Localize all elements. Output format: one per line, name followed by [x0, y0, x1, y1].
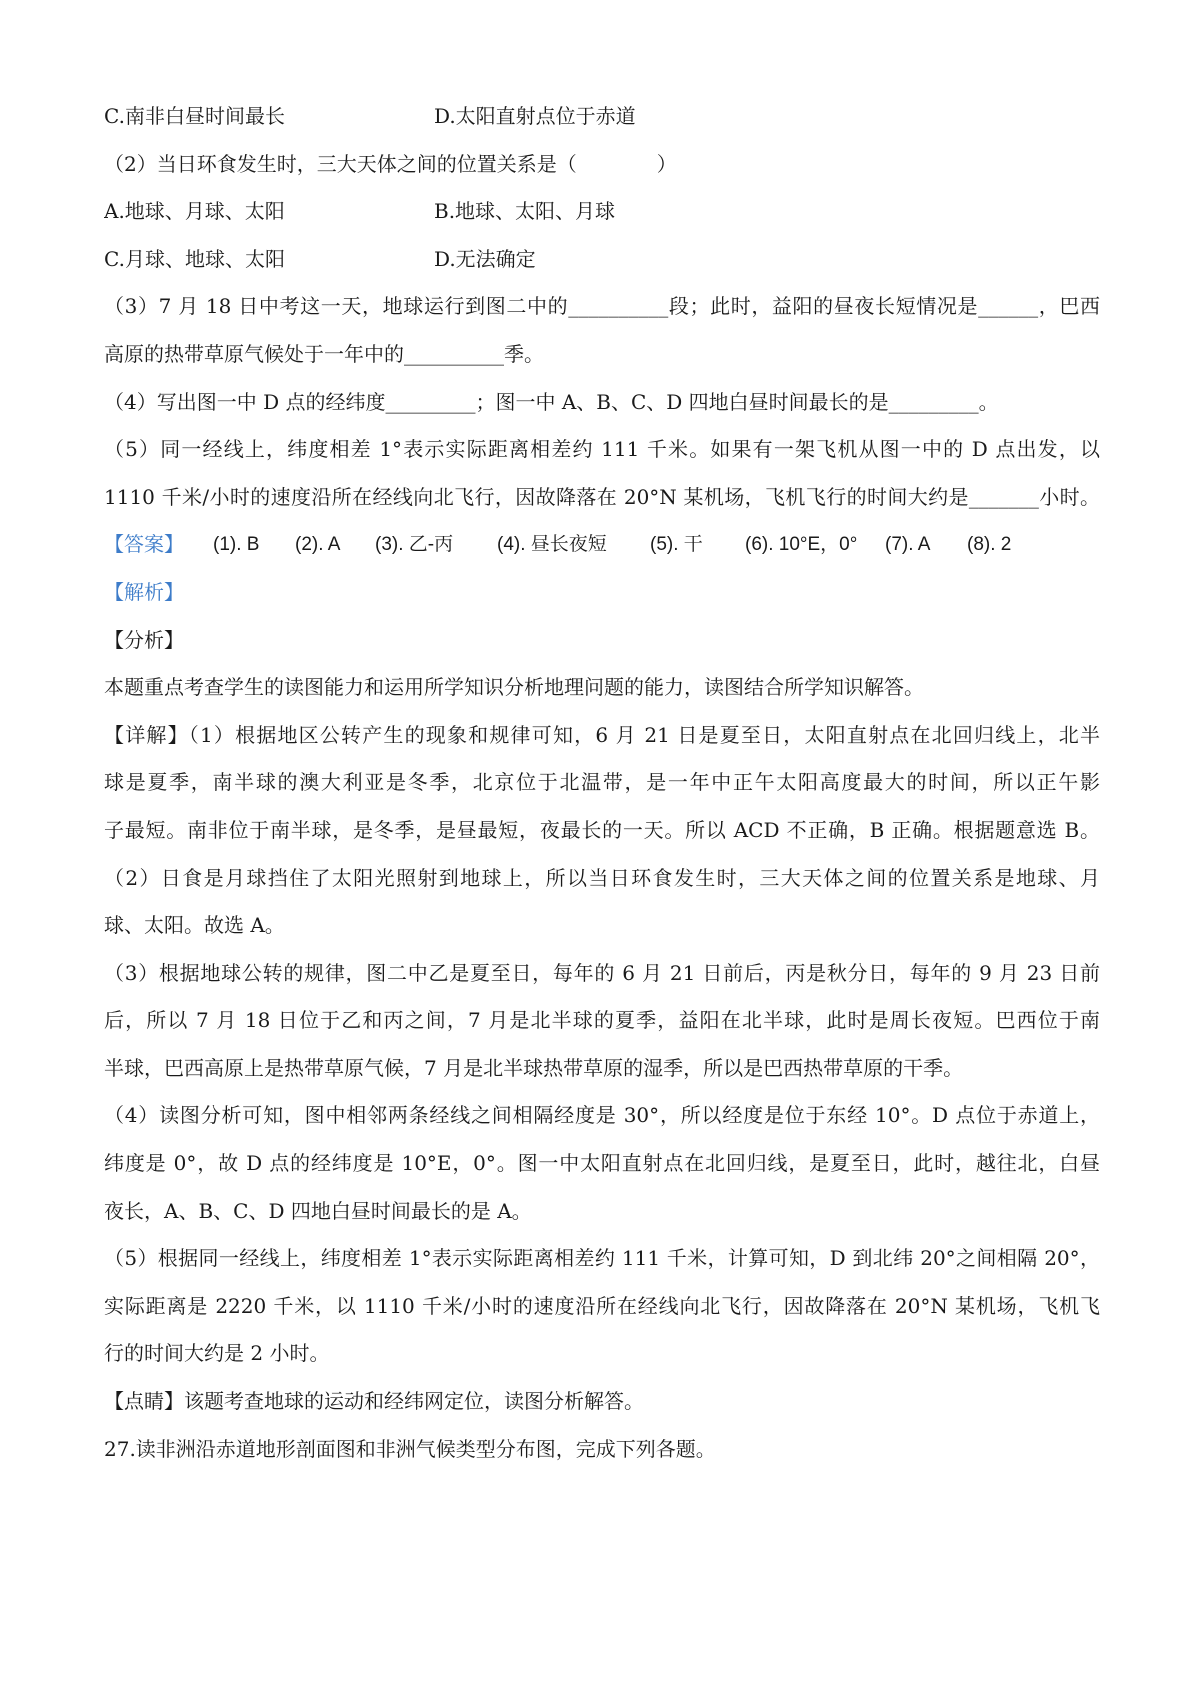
part2-option-d: D.无法确定	[434, 246, 536, 271]
detail-line: （5）根据同一经线上，纬度相差 1°表示实际距离相差约 111 千米，计算可知，D 到北纬 20°之间相隔 20°，	[104, 1246, 1100, 1271]
detail-line: 球是夏季，南半球的澳大利亚是冬季，北京位于北温带，是一年中正午太阳高度最大的时间，所以正午影	[104, 770, 1100, 795]
part2-option-c: C.月球、地球、太阳	[104, 246, 285, 271]
part3-line: 高原的热带草原气候处于一年中的__________季。	[104, 341, 544, 366]
part1-option-d: D.太阳直射点位于赤道	[434, 104, 636, 128]
answer-item: (2). A	[295, 534, 341, 556]
analysis-label: 【解析】	[104, 579, 184, 604]
part4-line: （4）写出图一中 D 点的经纬度_________；图一中 A、B、C、D 四地白昼时间最长的是_________。	[104, 389, 999, 414]
detail-line: 子最短。南非位于南半球，是冬季，是昼最短，夜最长的一天。所以 ACD 不正确，B 正确。根据题意选 B。	[104, 817, 1100, 842]
part2-option-a: A.地球、月球、太阳	[104, 199, 285, 224]
detail-line: 实际距离是 2220 千米，以 1110 千米/小时的速度沿所在经线向北飞行，因故降落在 20°N 某机场，飞机飞	[104, 1293, 1100, 1318]
answer-item: (1). B	[213, 534, 260, 556]
part5-line: 1110 千米/小时的速度沿所在经线向北飞行，因故降落在 20°N 某机场，飞机飞行的时间大约是_______小时。	[104, 484, 1100, 509]
page-content	[104, 93, 1100, 1473]
answer-item: (5). 干	[650, 534, 703, 556]
tip-line: 【点睛】该题考查地球的运动和经纬网定位，读图分析解答。	[104, 1389, 644, 1414]
part1-options-row-cd	[104, 93, 1100, 141]
detail-line: （4）读图分析可知，图中相邻两条经线之间相隔经度是 30°，所以经度是位于东经 10°。D 点位于赤道上，	[104, 1103, 1100, 1128]
detail-line: 球、太阳。故选 A。	[104, 913, 285, 938]
answer-row	[104, 521, 1100, 569]
part3-line: （3）7 月 18 日中考这一天，地球运行到图二中的__________段；此时，益阳的昼夜长短情况是______，巴西	[104, 294, 1100, 319]
detail-line: 后，所以 7 月 18 日位于乙和丙之间，7 月是北半球的夏季，益阳在北半球，此时是周长夜短。巴西位于南	[104, 1008, 1100, 1033]
summary-label: 【分析】	[104, 627, 184, 652]
summary-text: 本题重点考查学生的读图能力和运用所学知识分析地理问题的能力，读图结合所学知识解答。	[104, 675, 924, 700]
answer-item: (6). 10°E，0°	[745, 534, 858, 556]
detail-line: 【详解】（1）根据地区公转产生的现象和规律可知，6 月 21 日是夏至日，太阳直射点在北回归线上，北半	[104, 722, 1100, 747]
detail-line: 行的时间大约是 2 小时。	[104, 1341, 330, 1366]
answer-item: (4). 昼长夜短	[497, 534, 607, 556]
detail-line: 夜长，A、B、C、D 四地白昼时间最长的是 A。	[104, 1198, 532, 1223]
answer-item: (7). A	[885, 534, 931, 556]
part2-stem: （2）当日环食发生时，三大天体之间的位置关系是（ ）	[104, 151, 677, 176]
detail-line: 半球，巴西高原上是热带草原气候，7 月是北半球热带草原的湿季，所以是巴西热带草原的干季。	[104, 1055, 964, 1080]
detail-line: 纬度是 0°，故 D 点的经纬度是 10°E，0°。图一中太阳直射点在北回归线，是夏至日，此时，越往北，白昼	[104, 1151, 1100, 1176]
part1-option-c: C.南非白昼时间最长	[104, 104, 285, 128]
part2-options-row-ab	[104, 188, 1100, 236]
answer-item: (8). 2	[967, 534, 1012, 556]
detail-line: （2）日食是月球挡住了太阳光照射到地球上，所以当日环食发生时，三大天体之间的位置关系是地球、月	[104, 865, 1100, 890]
answer-item: (3). 乙-丙	[375, 534, 454, 556]
next-question-stem: 27.读非洲沿赤道地形剖面图和非洲气候类型分布图，完成下列各题。	[104, 1436, 716, 1461]
detail-line: （3）根据地球公转的规律，图二中乙是夏至日，每年的 6 月 21 日前后，丙是秋分日，每年的 9 月 23 日前	[104, 960, 1100, 985]
part2-options-row-cd	[104, 236, 1100, 284]
part2-option-b: B.地球、太阳、月球	[434, 199, 616, 224]
part5-line: （5）同一经线上，纬度相差 1°表示实际距离相差约 111 千米。如果有一架飞机从图一中的 D 点出发，以	[104, 437, 1100, 462]
answer-label: 【答案】	[104, 532, 184, 557]
